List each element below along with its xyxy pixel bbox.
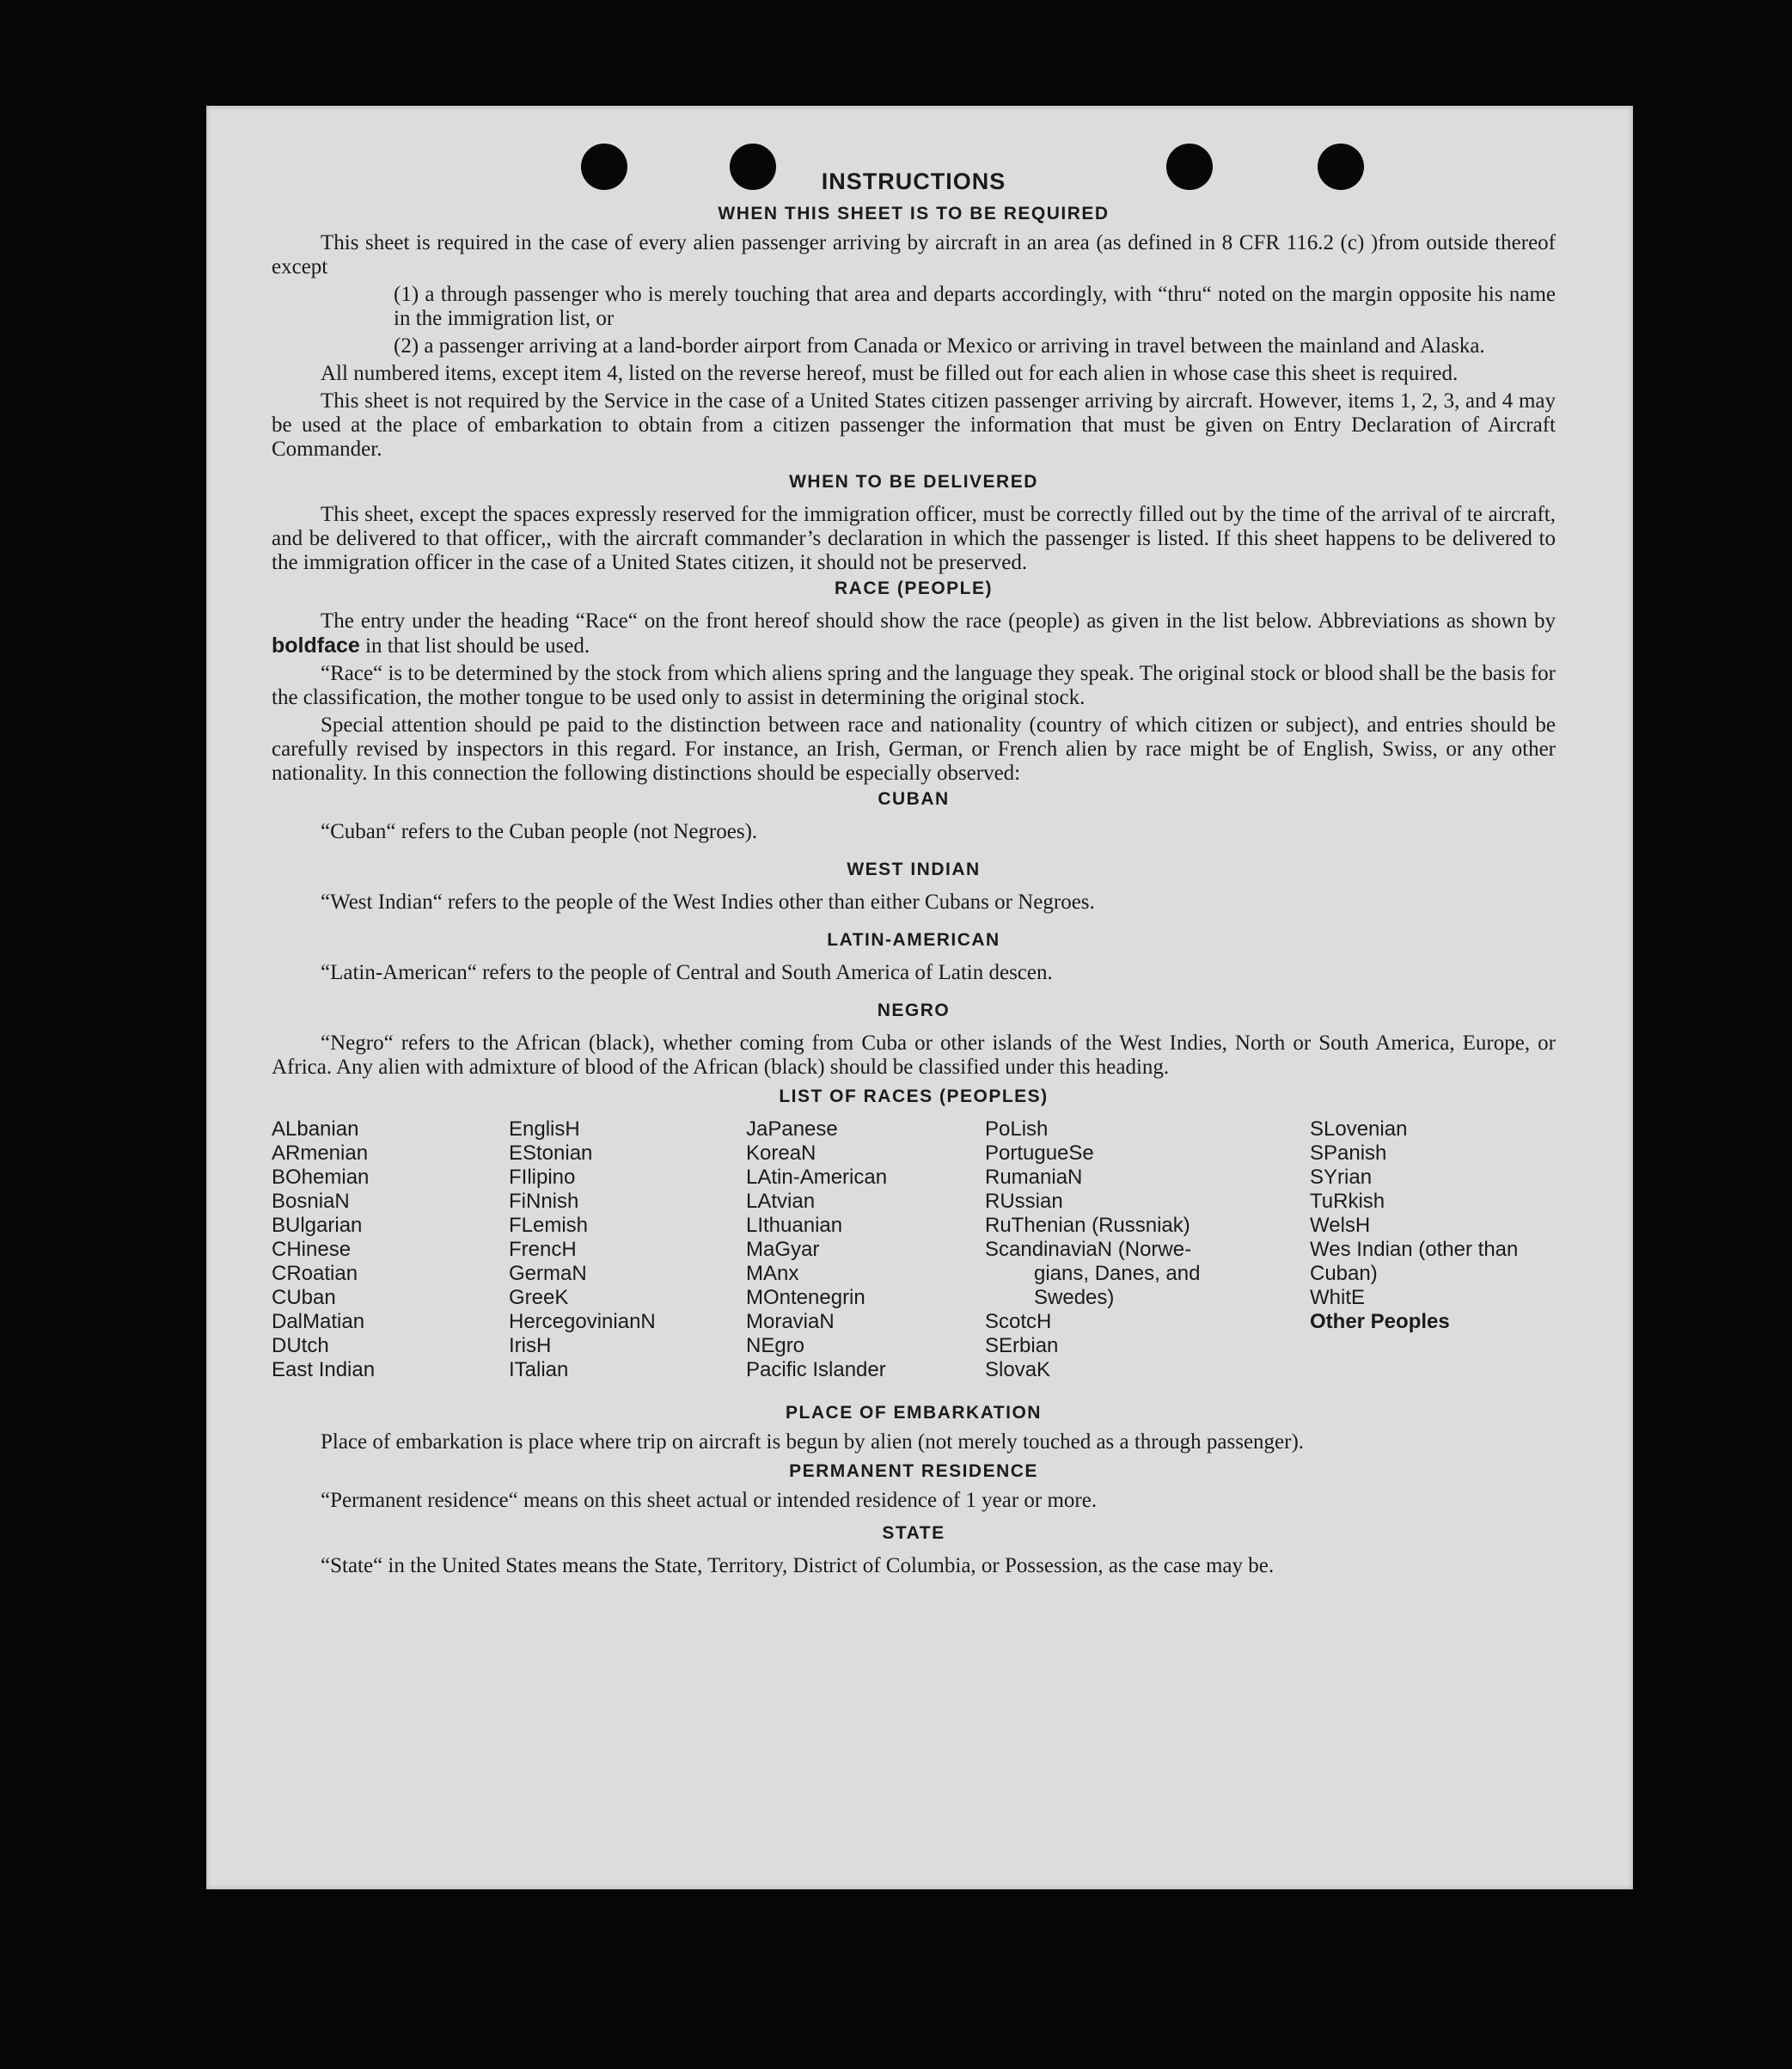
race-entry: KoreaN <box>746 1142 816 1165</box>
section-heading-embarkation: PLACE OF EMBARKATION <box>786 1403 1042 1423</box>
races-column-3 <box>746 1117 985 1382</box>
race-para-2: “Race“ is to be determined by the stock from which aliens spring and the language they speak. The original stock or blood shall be the basis for the classification, the mother tongue to be used only to assist in determining the original stock. <box>272 662 1556 709</box>
exception-item-1: (1) a through passenger who is merely touching that area and departs accordingly, with “thru“ noted on the margin opposite his name in the immigration list, or <box>394 283 1556 330</box>
race-para-3: Special attention should pe paid to the distinction between race and nationality (country of which citizen or subject), and entries should be carefully revised by inspectors in this regard. For instance, an Irish, German, or French alien by race might be of English, Swiss, or any other nationality. In this connection the following distinctions should be especially observed: <box>272 713 1556 785</box>
race-entry: East Indian <box>272 1358 376 1381</box>
race-entry: CRoatian <box>272 1262 358 1285</box>
race-entry: GermaN <box>509 1262 587 1285</box>
race-entry: EnglisH <box>509 1117 580 1141</box>
race-entry: EStonian <box>509 1142 593 1165</box>
race-entry: SlovaK <box>985 1358 1051 1381</box>
race-entry: RuThenian (Russniak) <box>985 1214 1190 1237</box>
races-column-1 <box>272 1117 509 1382</box>
required-intro: This sheet is required in the case of every alien passenger arriving by aircraft in an area (as defined in 8 CFR 116.2 (c) )from outside thereof except <box>272 231 1556 279</box>
race-entry: Wes Indian (other than Cuban) <box>1310 1238 1519 1285</box>
race-entry: SErbian <box>985 1334 1059 1357</box>
race-entry: WhitE <box>1310 1286 1366 1309</box>
race-entry: SLovenian <box>1310 1117 1408 1141</box>
race-entry: BUlgarian <box>272 1214 363 1237</box>
negro-text: “Negro“ refers to the African (black), whether coming from Cuba or other islands of the West Indies, North or South America, Europe, or Africa. Any alien with admixture of blood of the African (black) should be classified under this heading. <box>272 1031 1556 1079</box>
race-para-1-text-b: in that list should be used. <box>359 634 590 658</box>
residence-text: “Permanent residence“ means on this sheet actual or intended residence of 1 year or more. <box>321 1489 1098 1512</box>
required-para-numbered-items: All numbered items, except item 4, listed on the reverse hereof, must be filled out for each alien in whose case this sheet is required. <box>321 362 1459 385</box>
race-entry: IrisH <box>509 1334 552 1357</box>
race-entry: ScandinaviaN (Norwe- <box>985 1238 1192 1261</box>
race-entry: MOntenegrin <box>746 1286 865 1309</box>
cuban-text: “Cuban“ refers to the Cuban people (not Negroes). <box>321 820 758 843</box>
race-para-1-text-a: The entry under the heading “Race“ on the front hereof should show the race (people) as given in the list below. Abbreviations as shown by <box>321 609 1556 633</box>
race-entry: LAtvian <box>746 1190 816 1213</box>
race-entry: PoLish <box>985 1117 1049 1141</box>
section-heading-cuban: CUBAN <box>878 789 950 809</box>
races-list <box>272 1117 1556 1382</box>
race-entry: PortugueSe <box>985 1142 1094 1165</box>
embarkation-text: Place of embarkation is place where trip on aircraft is begun by alien (not merely touched as a through passenger). <box>321 1430 1305 1454</box>
race-entry: FLemish <box>509 1214 589 1237</box>
section-heading-delivered: WHEN TO BE DELIVERED <box>789 472 1038 492</box>
race-entry: CUban <box>272 1286 336 1309</box>
race-entry: MAnx <box>746 1262 799 1285</box>
race-entry: FrencH <box>509 1238 577 1261</box>
race-entry: BOhemian <box>272 1166 370 1189</box>
race-entry: ARmenian <box>272 1142 369 1165</box>
state-text: “State“ in the United States means the State, Territory, District of Columbia, or Possession, as the case may be. <box>321 1554 1275 1577</box>
section-heading-negro: NEGRO <box>877 1001 951 1020</box>
race-entry: gians, Danes, and <box>1034 1262 1201 1285</box>
race-entry: JaPanese <box>746 1117 838 1141</box>
race-entry: Pacific Islander <box>746 1358 886 1381</box>
section-heading-required: WHEN THIS SHEET IS TO BE REQUIRED <box>718 204 1110 223</box>
race-entry: TuRkish <box>1310 1190 1385 1213</box>
race-entry: SPanish <box>1310 1142 1387 1165</box>
delivered-text: This sheet, except the spaces expressly reserved for the immigration officer, must be correctly filled out by the time of the arrival of te aircraft, and be delivered to that officer,, with the aircraft commander’s declaration in which the passenger is listed. If this sheet happens to be delivered to the immigration officer in the case of a United States citizen, it should not be preserved. <box>272 503 1556 574</box>
section-heading-state: STATE <box>882 1523 945 1543</box>
race-entry: NEgro <box>746 1334 805 1357</box>
exception-item-2: (2) a passenger arriving at a land-border airport from Canada or Mexico or arriving in travel between the mainland and Alaska. <box>394 334 1485 358</box>
west-indian-text: “West Indian“ refers to the people of the West Indies other than either Cubans or Negroes. <box>321 891 1095 914</box>
section-heading-west-indian: WEST INDIAN <box>847 860 981 879</box>
race-entry: HercegovinianN <box>509 1310 656 1333</box>
race-para-1-boldface: boldface <box>272 634 360 658</box>
race-entry: BosniaN <box>272 1190 350 1213</box>
race-entry: WelsH <box>1310 1214 1371 1237</box>
race-entry: LAtin-American <box>746 1166 888 1189</box>
required-para-citizen: This sheet is not required by the Service in the case of a United States citizen passenger arriving by aircraft. However, items 1, 2, 3, and 4 may be used at the place of embarkation to obtain from a citizen passenger the information that must be given on Entry Declaration of Aircraft Commander. <box>272 389 1556 461</box>
race-entry: RUssian <box>985 1190 1063 1213</box>
race-entry: SYrian <box>1310 1166 1373 1189</box>
races-column-2 <box>509 1117 746 1382</box>
race-para-1 <box>272 609 1556 658</box>
document-sheet <box>206 106 1633 1889</box>
race-entry: FIlipino <box>509 1166 576 1189</box>
section-heading-residence: PERMANENT RESIDENCE <box>789 1461 1038 1481</box>
races-column-5 <box>1310 1117 1556 1382</box>
race-entry: DalMatian <box>272 1310 365 1333</box>
race-entry: FiNnish <box>509 1190 579 1213</box>
race-entry: Swedes) <box>1034 1286 1115 1309</box>
race-entry: ALbanian <box>272 1117 359 1141</box>
race-entry: GreeK <box>509 1286 569 1309</box>
race-entry: RumaniaN <box>985 1166 1083 1189</box>
race-entry: CHinese <box>272 1238 352 1261</box>
instructions-content <box>272 162 1556 1578</box>
race-entry: MoraviaN <box>746 1310 835 1333</box>
page-title: INSTRUCTIONS <box>821 168 1006 194</box>
latin-american-text: “Latin-American“ refers to the people of Central and South America of Latin descen. <box>321 961 1053 984</box>
section-heading-race: RACE (PEOPLE) <box>834 578 993 598</box>
section-heading-races-list: LIST OF RACES (PEOPLES) <box>779 1087 1049 1106</box>
race-entry: Other Peoples <box>1310 1310 1450 1333</box>
race-entry: MaGyar <box>746 1238 820 1261</box>
section-heading-latin-american: LATIN-AMERICAN <box>827 930 1000 950</box>
race-entry: DUtch <box>272 1334 329 1357</box>
race-entry: ScotcH <box>985 1310 1052 1333</box>
race-entry: ITalian <box>509 1358 569 1381</box>
races-column-4 <box>985 1117 1310 1382</box>
race-entry: LIthuanian <box>746 1214 843 1237</box>
